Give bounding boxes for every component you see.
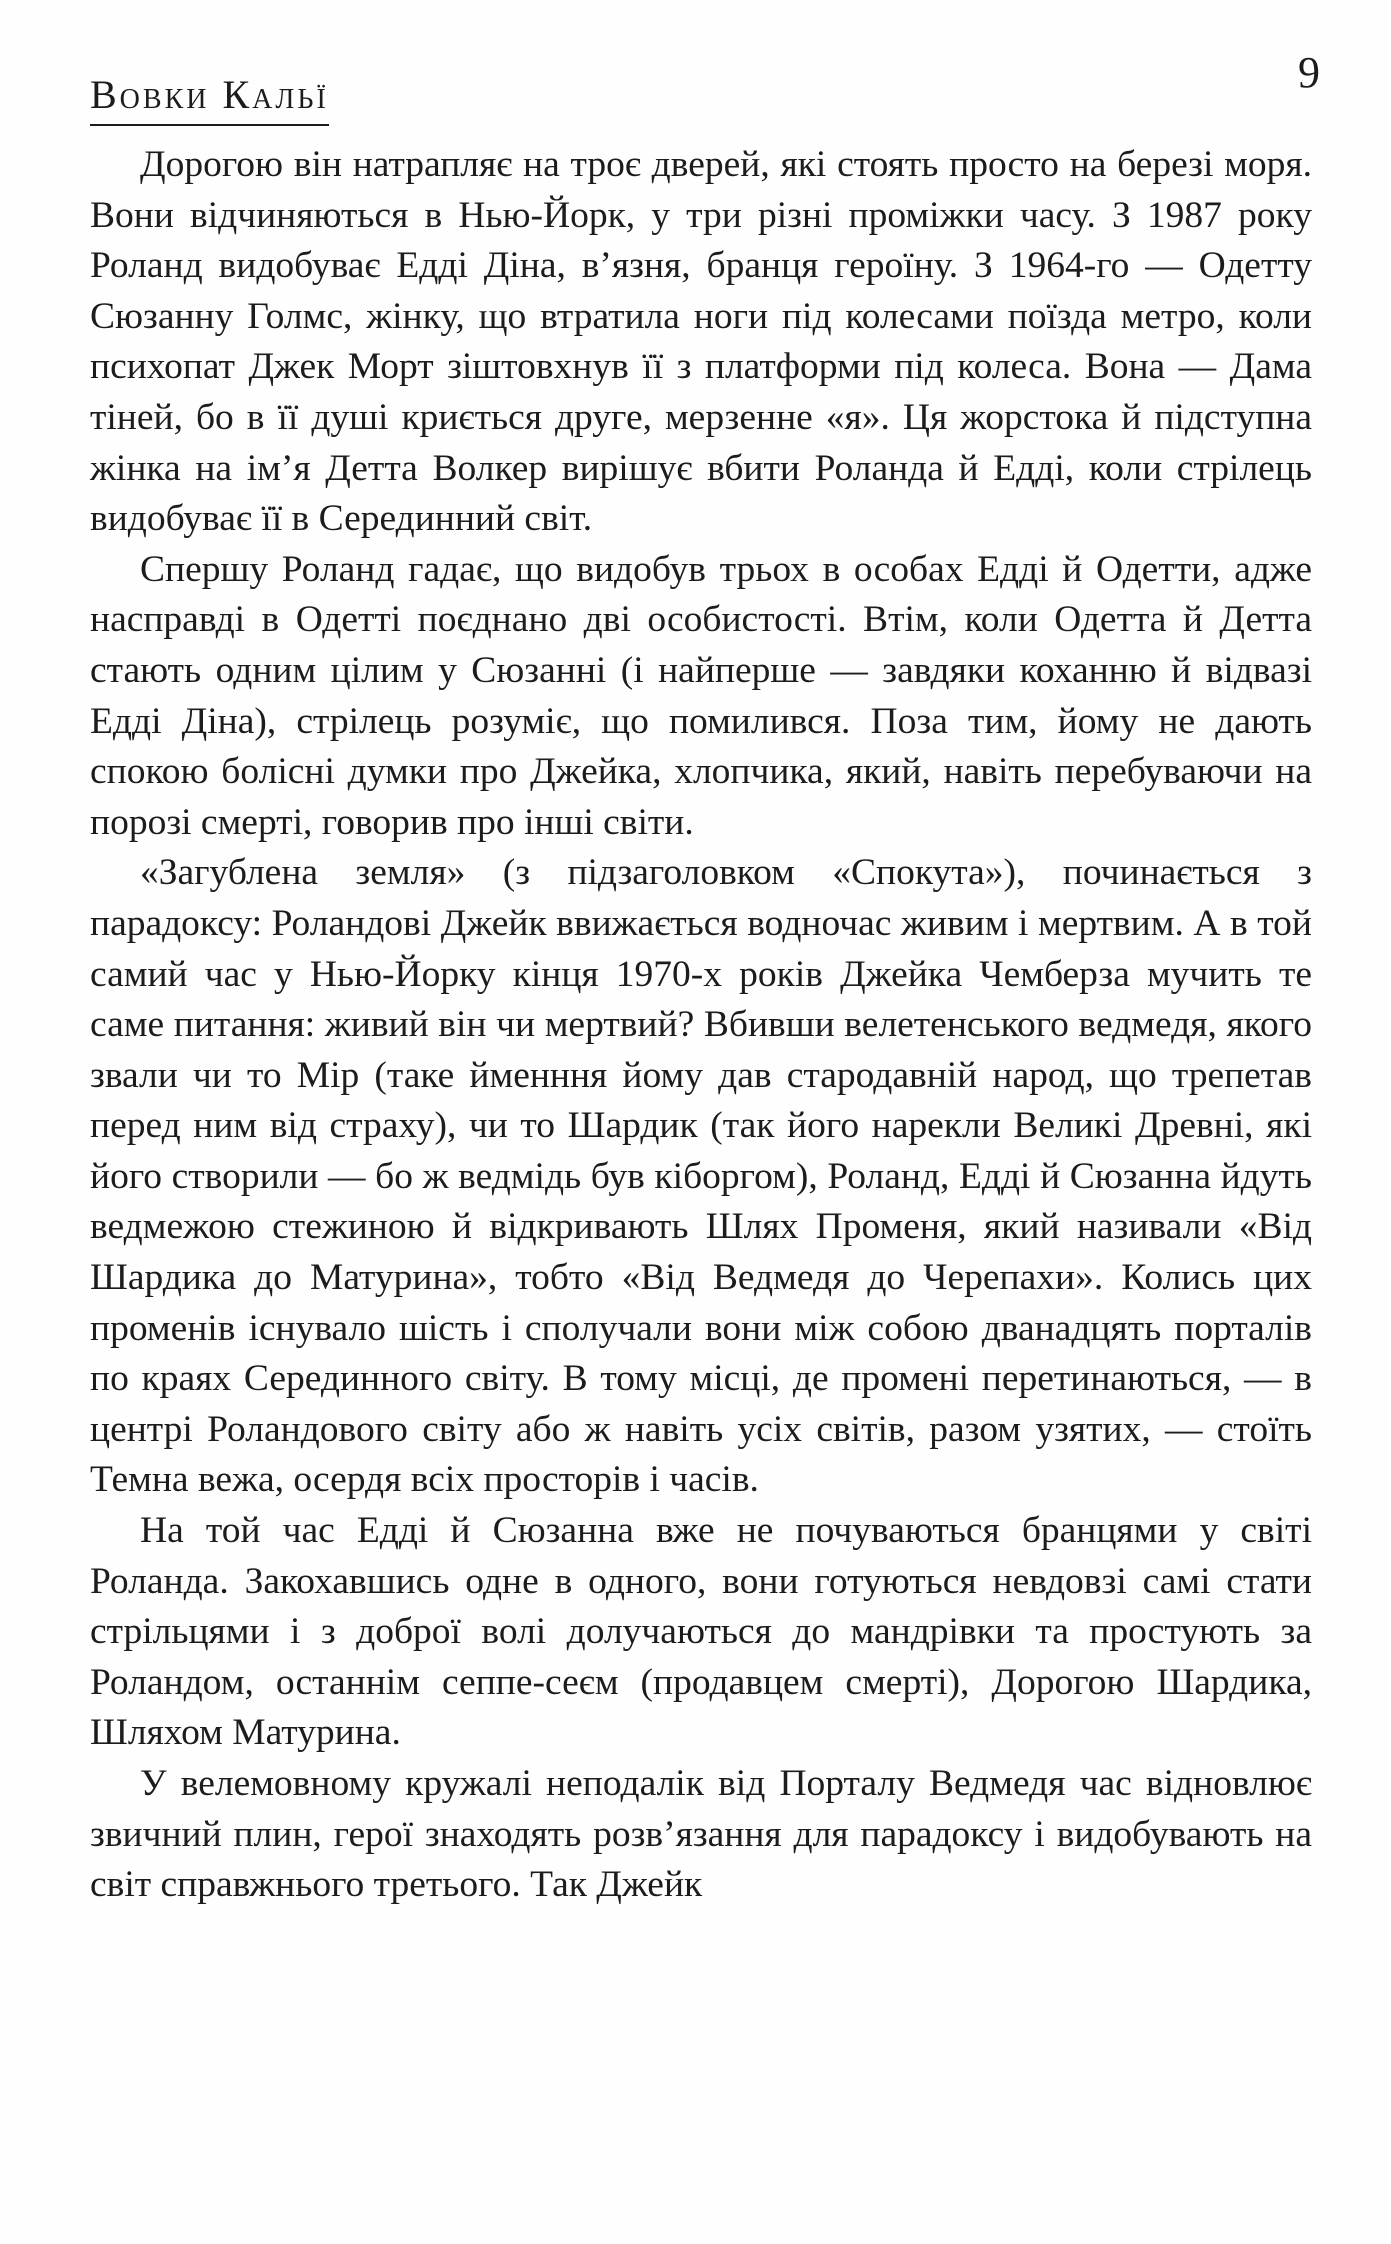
running-head [90, 48, 1320, 140]
paragraph-4: На той час Едді й Сюзанна вже не почуваються бранцями у світі Роланда. Закохавшись одне в одного, вони готуються невдовзі самі стати стрільцями і з доброї волі долучаються до мандрівки та простують за Роландом, останнім сеппе-сеєм (продавцем смерті), Дорогою Шардика, Шляхом Матурина. [90, 1510, 1312, 1754]
running-title: Вовки Кальї [90, 70, 329, 126]
paragraph-2: Спершу Роланд гадає, що видобув трьох в особах Едді й Одетти, адже насправді в Одетті поєднано дві особистості. Втім, коли Одетта й Детта стають одним цілим у Сюзанні (і найперше — завдяки коханню й відвазі Едді Діна), стрілець розуміє, що помилився. Поза тим, йому не дають спокою болісні думки про Джейка, хлопчика, який, навіть перебуваючи на порозі смерті, говорив про інші світи. [90, 548, 1312, 843]
paragraph-3: «Загублена земля» (з підзаголовком «Спокута»), починається з парадоксу: Роландові Джейк ввижається водночас живим і мертвим. А в той самий час у Нью-Йорку кінця 1970-х років Джейка Чемберза мучить те саме питання: живий він чи мертвий? Вбивши велетенського ведмедя, якого звали чи то Мір (таке йменння йому дав стародавній народ, що трепетав перед ним від страху), чи то Шардик (так його нарекли Великі Древні, які його створили — бо ж ведмідь був кіборгом), Роланд, Едді й Сюзанна йдуть ведмежою стежиною й відкривають Шлях Променя, який називали «Від Шардика до Матурина», тобто «Від Ведмедя до Черепахи». Колись цих променів існувало шість і сполучали вони між собою дванадцять порталів по краях Серединного світу. В тому місці, де промені перетинаються, — в центрі Роландового світу або ж навіть усіх світів, разом узятих, — стоїть Темна вежа, осердя всіх просторів і часів. [90, 852, 1312, 1501]
body-text [90, 140, 1312, 1911]
paragraph-5: У велемовному кружалі неподалік від Порталу Ведмедя час відновлює звичний плин, герої знаходять розв’язання для парадоксу і видобувають на світ справжнього третього. Так Джейк [90, 1763, 1312, 1906]
paragraph-1: Дорогою він натрапляє на троє дверей, які стоять просто на березі моря. Вони відчиняються в Нью-Йорк, у три різні проміжки часу. З 1987 року Роланд видобуває Едді Діна, в’язня, бранця героїну. З 1964-го — Одетту Сюзанну Голмс, жінку, що втратила ноги під колесами поїзда метро, коли психопат Джек Морт зіштовхнув її з платформи під колеса. Вона — Дама тіней, бо в її душі криється друге, мерзенне «я». Ця жорстока й підступна жінка на ім’я Детта Волкер вирішує вбити Роланда й Едді, коли стрілець видобуває її в Серединний світ. [90, 144, 1312, 540]
page-number: 9 [1298, 48, 1320, 97]
